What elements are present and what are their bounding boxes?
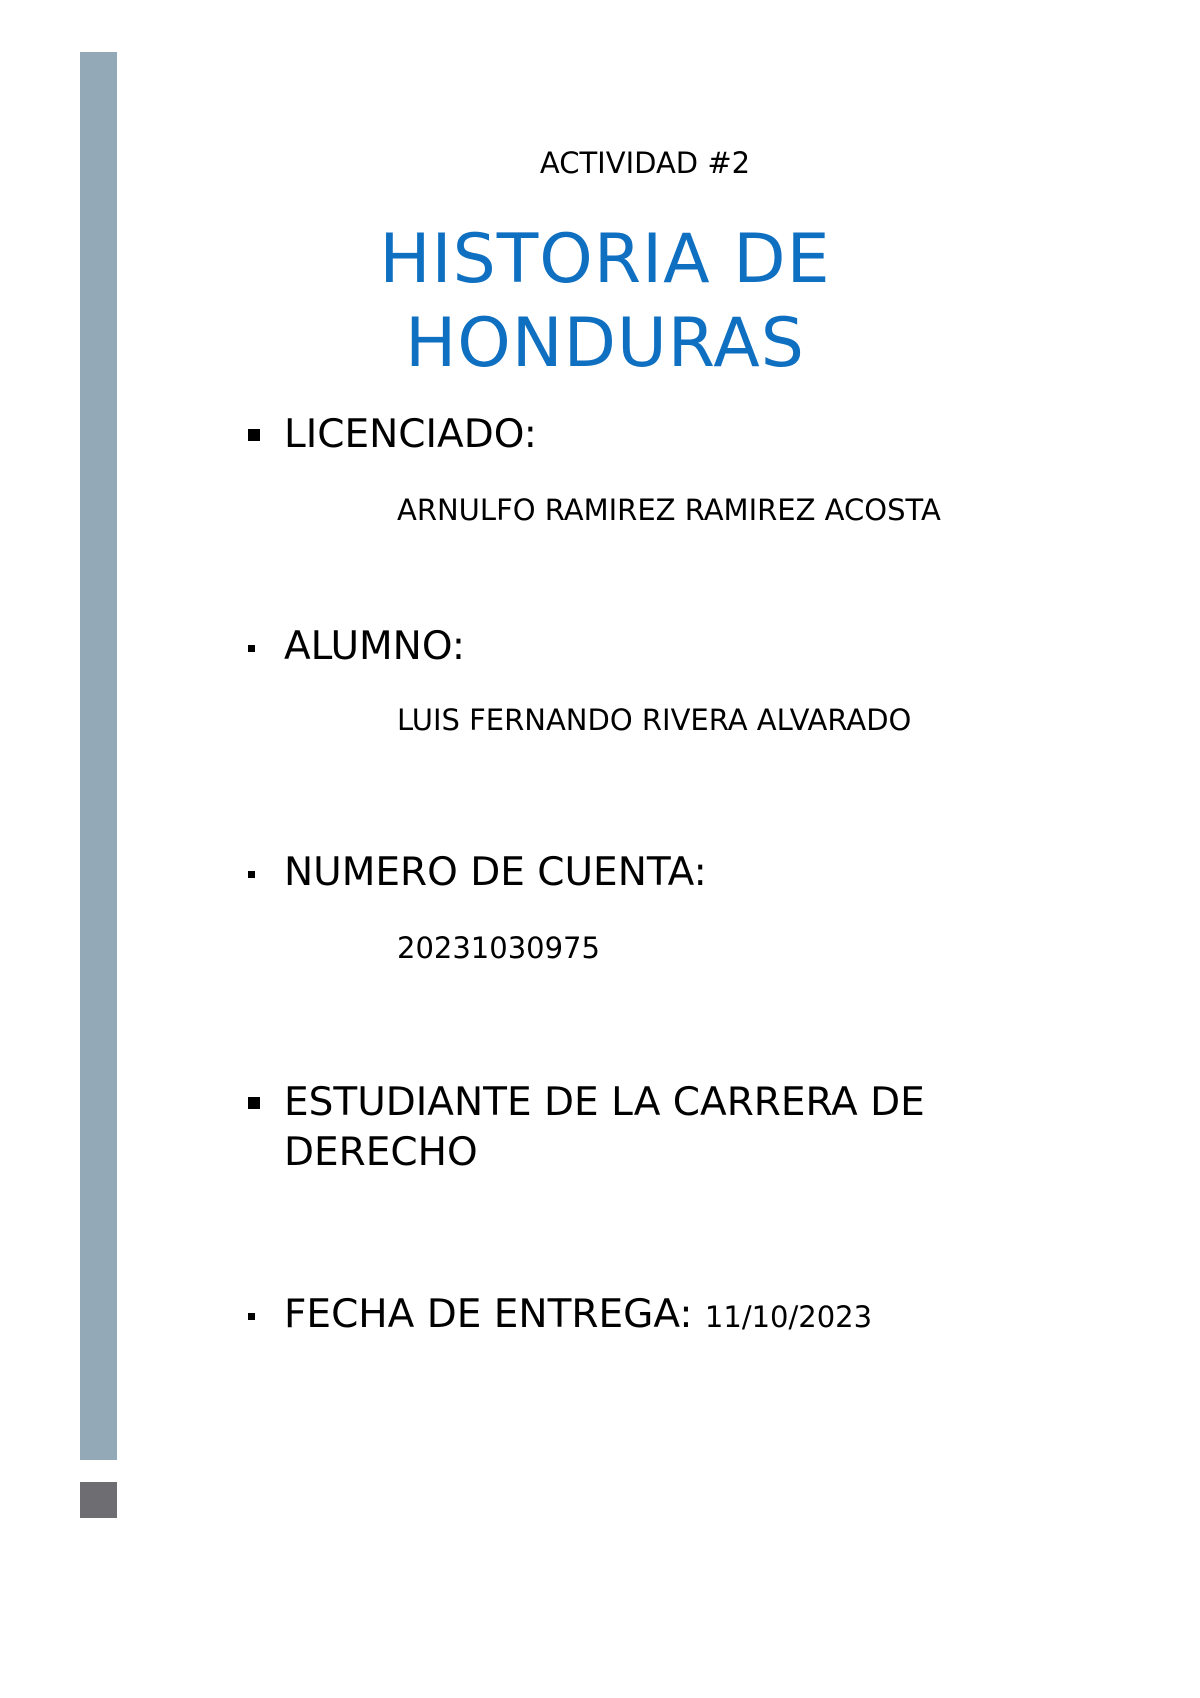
decorative-side-bar — [80, 52, 117, 1460]
alumno-label: ALUMNO: — [284, 624, 465, 669]
fecha-row — [284, 1290, 872, 1342]
cuenta-value: 20231030975 — [397, 931, 600, 965]
square-bullet-icon — [248, 1097, 260, 1109]
title-line-1: HISTORIA DE — [379, 220, 831, 299]
page-title — [300, 218, 910, 386]
square-bullet-icon — [248, 871, 255, 878]
alumno-value: LUIS FERNANDO RIVERA ALVARADO — [397, 703, 912, 737]
activity-label: ACTIVIDAD #2 — [539, 146, 751, 180]
estudiante-line-2: DERECHO — [284, 1130, 478, 1175]
square-bullet-icon — [248, 1313, 255, 1320]
square-bullet-icon — [248, 429, 260, 441]
fecha-label: FECHA DE ENTREGA: — [284, 1292, 693, 1337]
cuenta-label: NUMERO DE CUENTA: — [284, 850, 707, 895]
title-line-2: HONDURAS — [405, 304, 805, 383]
decorative-side-square — [80, 1482, 117, 1518]
estudiante-line-1: ESTUDIANTE DE LA CARRERA DE — [284, 1080, 925, 1125]
licenciado-value: ARNULFO RAMIREZ RAMIREZ ACOSTA — [397, 493, 941, 527]
fecha-value: 11/10/2023 — [704, 1300, 873, 1334]
square-bullet-icon — [248, 645, 255, 652]
licenciado-label: LICENCIADO: — [284, 412, 537, 457]
